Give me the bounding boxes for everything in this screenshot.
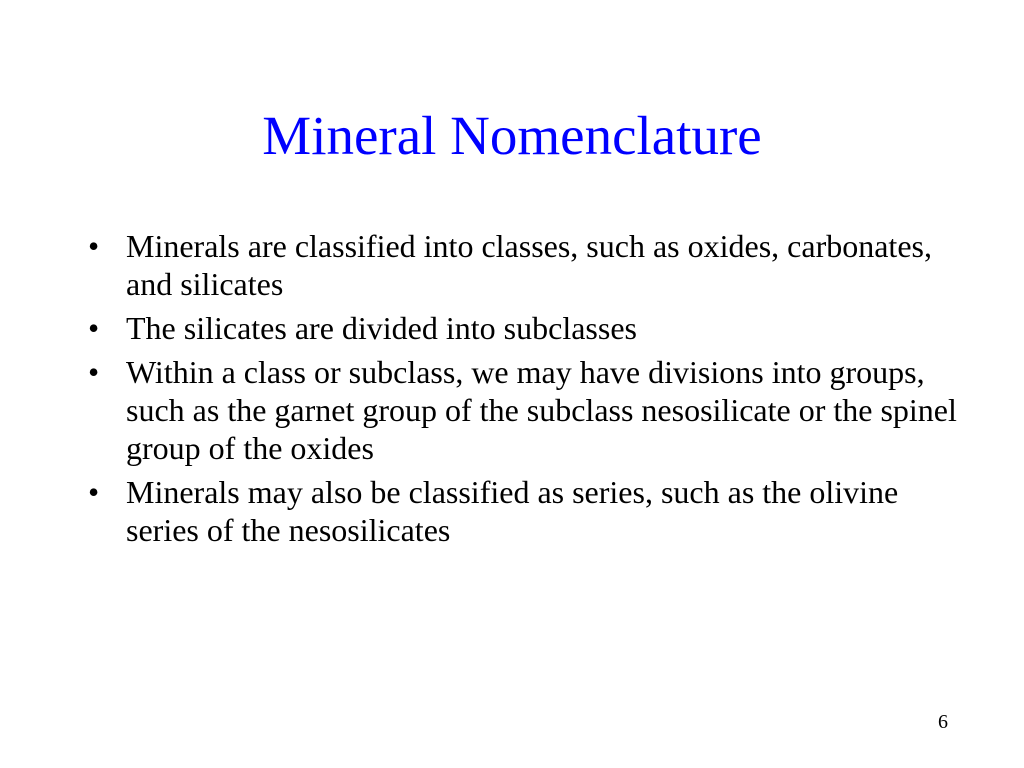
bullet-text: Within a class or subclass, we may have divisions into groups, such as the garnet group of the subclass nesosilicate or the spinel group of the oxides [126, 354, 957, 466]
bullet-point-icon: • [88, 228, 100, 264]
bullet-text: Minerals may also be classified as series, such as the olivine series of the nesosilicates [126, 474, 899, 548]
bullet-item [84, 309, 964, 347]
bullet-item [84, 473, 964, 549]
slide-number: 6 [938, 711, 948, 733]
slide-title: Mineral Nomenclature [262, 105, 762, 166]
bullet-list [84, 227, 964, 555]
bullet-item [84, 353, 964, 467]
bullet-item [84, 227, 964, 303]
bullet-point-icon: • [88, 474, 100, 510]
bullet-text: Minerals are classified into classes, such as oxides, carbonates, and silicates [126, 228, 932, 302]
bullet-point-icon: • [88, 354, 100, 390]
bullet-point-icon: • [88, 310, 100, 346]
bullet-text: The silicates are divided into subclasses [126, 310, 637, 346]
